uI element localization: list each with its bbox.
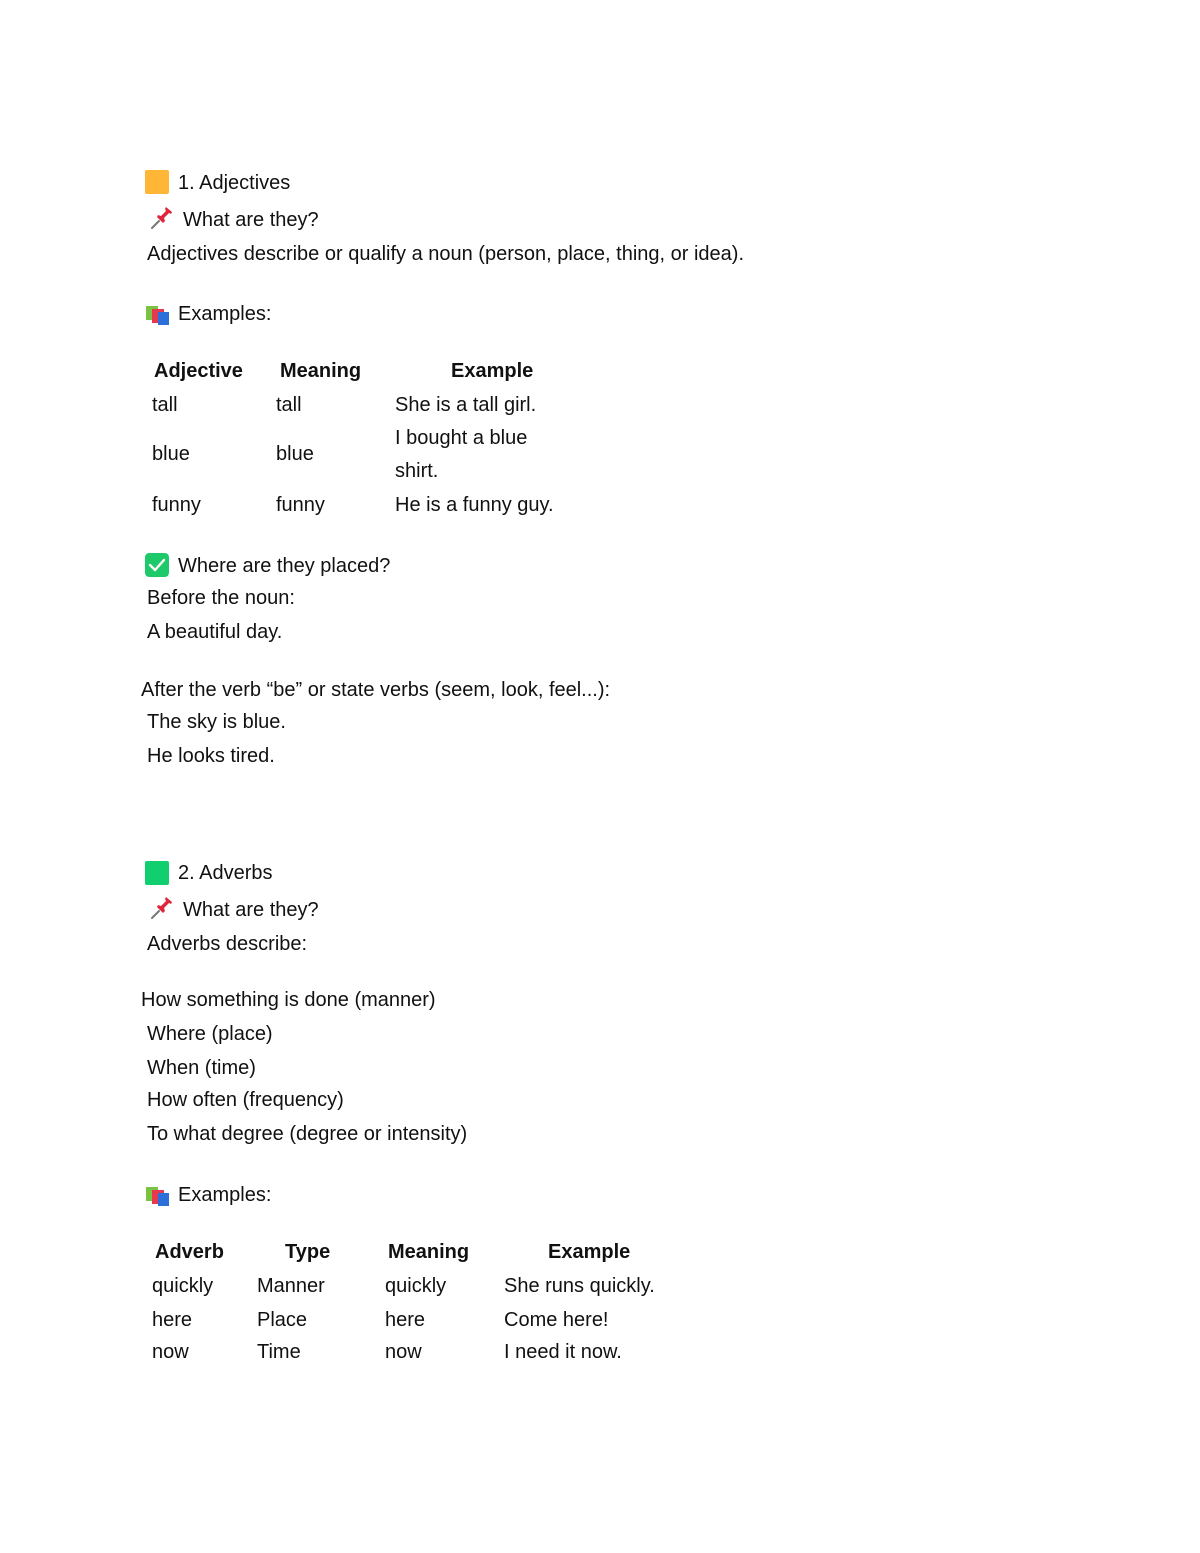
after-verb-example-1: The sky is blue.	[147, 711, 286, 733]
before-noun-label: Before the noun:	[147, 587, 295, 609]
section2-what-label: What are they?	[183, 899, 319, 921]
section1-examples-label: Examples:	[178, 303, 272, 325]
list-item: When (time)	[147, 1057, 256, 1079]
table-cell: He is a funny guy.	[395, 494, 554, 516]
table-cell: tall	[276, 394, 302, 416]
table-cell: now	[152, 1341, 189, 1363]
section2-definition: Adverbs describe:	[147, 933, 308, 955]
list-item: Where (place)	[147, 1023, 273, 1045]
table-cell: I need it now.	[504, 1341, 622, 1363]
table-cell: I bought a blue	[395, 427, 528, 449]
table-header-example: Example	[451, 360, 534, 382]
table-cell: Place	[257, 1309, 308, 1331]
books-icon	[145, 304, 171, 326]
table-cell: She runs quickly.	[504, 1275, 655, 1297]
table-cell: Time	[257, 1341, 301, 1363]
table-header-adverb: Adverb	[155, 1241, 224, 1263]
table-header-type: Type	[285, 1241, 331, 1263]
table-cell: Come here!	[504, 1309, 609, 1331]
table-cell: Manner	[257, 1275, 325, 1297]
check-mark-icon	[145, 553, 169, 577]
table-cell: She is a tall girl.	[395, 394, 537, 416]
table-header-adjective: Adjective	[154, 360, 243, 382]
books-icon	[145, 1185, 171, 1207]
section1-what-label: What are they?	[183, 209, 319, 231]
table-header-meaning: Meaning	[388, 1241, 470, 1263]
table-cell: quickly	[385, 1275, 447, 1297]
list-item: How often (frequency)	[147, 1089, 344, 1111]
list-item: To what degree (degree or intensity)	[147, 1123, 468, 1145]
table-header-meaning: Meaning	[280, 360, 362, 382]
table-cell: quickly	[152, 1275, 214, 1297]
section2-examples-label: Examples:	[178, 1184, 272, 1206]
table-cell: blue	[152, 443, 190, 465]
table-header-example: Example	[548, 1241, 631, 1263]
table-cell: funny	[152, 494, 201, 516]
table-cell: now	[385, 1341, 422, 1363]
orange-square-icon	[145, 170, 169, 194]
section2-heading: 2. Adverbs	[178, 862, 273, 884]
after-verb-label: After the verb “be” or state verbs (seem, look, feel...):	[141, 679, 611, 701]
green-square-icon	[145, 861, 169, 885]
table-cell: here	[152, 1309, 193, 1331]
before-noun-example: A beautiful day.	[147, 621, 283, 643]
list-item: How something is done (manner)	[141, 989, 436, 1011]
table-cell: funny	[276, 494, 325, 516]
table-cell: blue	[276, 443, 314, 465]
section1-heading: 1. Adjectives	[178, 172, 291, 194]
pushpin-icon	[148, 896, 174, 922]
section1-definition: Adjectives describe or qualify a noun (person, place, thing, or idea).	[147, 243, 745, 265]
table-cell: here	[385, 1309, 426, 1331]
table-cell: tall	[152, 394, 178, 416]
section1-placement-label: Where are they placed?	[178, 555, 391, 577]
pushpin-icon	[148, 206, 174, 232]
table-cell: shirt.	[395, 460, 439, 482]
after-verb-example-2: He looks tired.	[147, 745, 275, 767]
